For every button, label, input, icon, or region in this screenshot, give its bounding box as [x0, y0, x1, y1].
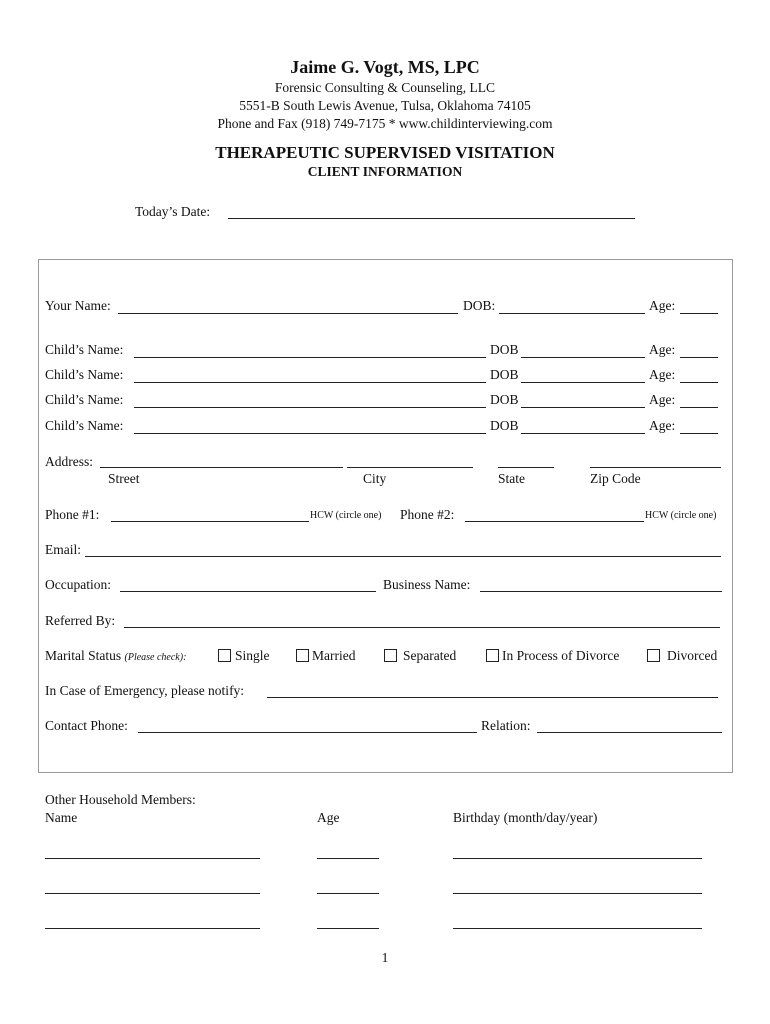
- child-age-field[interactable]: [680, 382, 718, 383]
- household-birthday-field[interactable]: [453, 928, 702, 929]
- child-name-field[interactable]: [134, 433, 486, 434]
- referred-by-field[interactable]: [124, 627, 720, 628]
- single-checkbox[interactable]: [218, 649, 231, 662]
- company-contact: Phone and Fax (918) 749-7175 * www.childinterviewing.com: [217, 116, 553, 131]
- phone1-hcw[interactable]: HCW (circle one): [310, 510, 382, 521]
- household-name-field[interactable]: [45, 893, 260, 894]
- phone1-label: Phone #1:: [45, 507, 100, 522]
- child-age-label: Age:: [649, 418, 676, 433]
- single-label: Single: [235, 648, 270, 663]
- child-dob-field[interactable]: [521, 433, 645, 434]
- state-caption: State: [498, 471, 525, 486]
- child-name-label: Child’s Name:: [45, 392, 124, 407]
- relation-label: Relation:: [481, 718, 531, 733]
- household-birthday-header: Birthday (month/day/year): [453, 810, 598, 825]
- todays-date-label: Today’s Date:: [135, 204, 211, 219]
- city-field[interactable]: [347, 467, 473, 468]
- household-name-field[interactable]: [45, 858, 260, 859]
- child-dob-label: DOB: [490, 342, 519, 357]
- contact-phone-label: Contact Phone:: [45, 718, 128, 733]
- form-title: THERAPEUTIC SUPERVISED VISITATION: [215, 143, 555, 162]
- emergency-contact-label: In Case of Emergency, please notify:: [45, 683, 245, 698]
- household-age-field[interactable]: [317, 893, 379, 894]
- marital-status-label: Marital Status (Please check):: [45, 648, 187, 663]
- emergency-contact-field[interactable]: [267, 697, 718, 698]
- in-process-of-divorce-label: In Process of Divorce: [502, 648, 620, 663]
- child-age-label: Age:: [649, 392, 676, 407]
- child-name-field[interactable]: [134, 382, 486, 383]
- contact-phone-field[interactable]: [138, 732, 477, 733]
- child-age-field[interactable]: [680, 357, 718, 358]
- zip-field[interactable]: [590, 467, 721, 468]
- your-name-field[interactable]: [118, 313, 458, 314]
- your-age-label: Age:: [649, 298, 676, 313]
- separated-checkbox[interactable]: [384, 649, 397, 662]
- your-dob-field[interactable]: [499, 313, 645, 314]
- email-label: Email:: [45, 542, 81, 557]
- zip-caption: Zip Code: [590, 471, 641, 486]
- your-name-label: Your Name:: [45, 298, 111, 313]
- child-age-label: Age:: [649, 367, 676, 382]
- child-age-label: Age:: [649, 342, 676, 357]
- child-dob-field[interactable]: [521, 382, 645, 383]
- household-heading: Other Household Members:: [45, 792, 196, 807]
- child-age-field[interactable]: [680, 407, 718, 408]
- company-address: 5551-B South Lewis Avenue, Tulsa, Oklahoma 74105: [239, 98, 531, 113]
- address-label: Address:: [45, 454, 93, 469]
- email-field[interactable]: [85, 556, 721, 557]
- form-subtitle: CLIENT INFORMATION: [307, 164, 463, 179]
- todays-date-field[interactable]: [228, 218, 635, 219]
- phone2-hcw[interactable]: HCW (circle one): [645, 510, 717, 521]
- business-name-label: Business Name:: [383, 577, 471, 592]
- household-birthday-field[interactable]: [453, 893, 702, 894]
- child-name-field[interactable]: [134, 407, 486, 408]
- your-dob-label: DOB:: [463, 298, 496, 313]
- separated-label: Separated: [403, 648, 457, 663]
- street-field[interactable]: [100, 467, 343, 468]
- business-name-field[interactable]: [480, 591, 722, 592]
- child-age-field[interactable]: [680, 433, 718, 434]
- company-name: Forensic Consulting & Counseling, LLC: [274, 80, 496, 95]
- child-name-label: Child’s Name:: [45, 367, 124, 382]
- household-birthday-field[interactable]: [453, 858, 702, 859]
- child-dob-label: DOB: [490, 392, 519, 407]
- street-caption: Street: [108, 471, 140, 486]
- child-name-field[interactable]: [134, 357, 486, 358]
- phone1-field[interactable]: [111, 521, 309, 522]
- divorced-label: Divorced: [667, 648, 718, 663]
- household-age-field[interactable]: [317, 928, 379, 929]
- married-checkbox[interactable]: [296, 649, 309, 662]
- married-label: Married: [312, 648, 356, 663]
- in-process-of-divorce-checkbox[interactable]: [486, 649, 499, 662]
- relation-field[interactable]: [537, 732, 722, 733]
- state-field[interactable]: [498, 467, 554, 468]
- household-age-header: Age: [317, 810, 340, 825]
- city-caption: City: [363, 471, 387, 486]
- phone2-field[interactable]: [465, 521, 644, 522]
- referred-by-label: Referred By:: [45, 613, 116, 628]
- child-name-label: Child’s Name:: [45, 342, 124, 357]
- child-dob-field[interactable]: [521, 357, 645, 358]
- occupation-label: Occupation:: [45, 577, 111, 592]
- your-age-field[interactable]: [680, 313, 718, 314]
- child-dob-label: DOB: [490, 418, 519, 433]
- phone2-label: Phone #2:: [400, 507, 455, 522]
- child-name-label: Child’s Name:: [45, 418, 124, 433]
- provider-name: Jaime G. Vogt, MS, LPC: [290, 57, 480, 77]
- divorced-checkbox[interactable]: [647, 649, 660, 662]
- household-name-field[interactable]: [45, 928, 260, 929]
- household-age-field[interactable]: [317, 858, 379, 859]
- occupation-field[interactable]: [120, 591, 376, 592]
- page-number: 1: [381, 950, 389, 965]
- marital-note: (Please check):: [124, 652, 187, 663]
- child-dob-label: DOB: [490, 367, 519, 382]
- household-name-header: Name: [45, 810, 78, 825]
- child-dob-field[interactable]: [521, 407, 645, 408]
